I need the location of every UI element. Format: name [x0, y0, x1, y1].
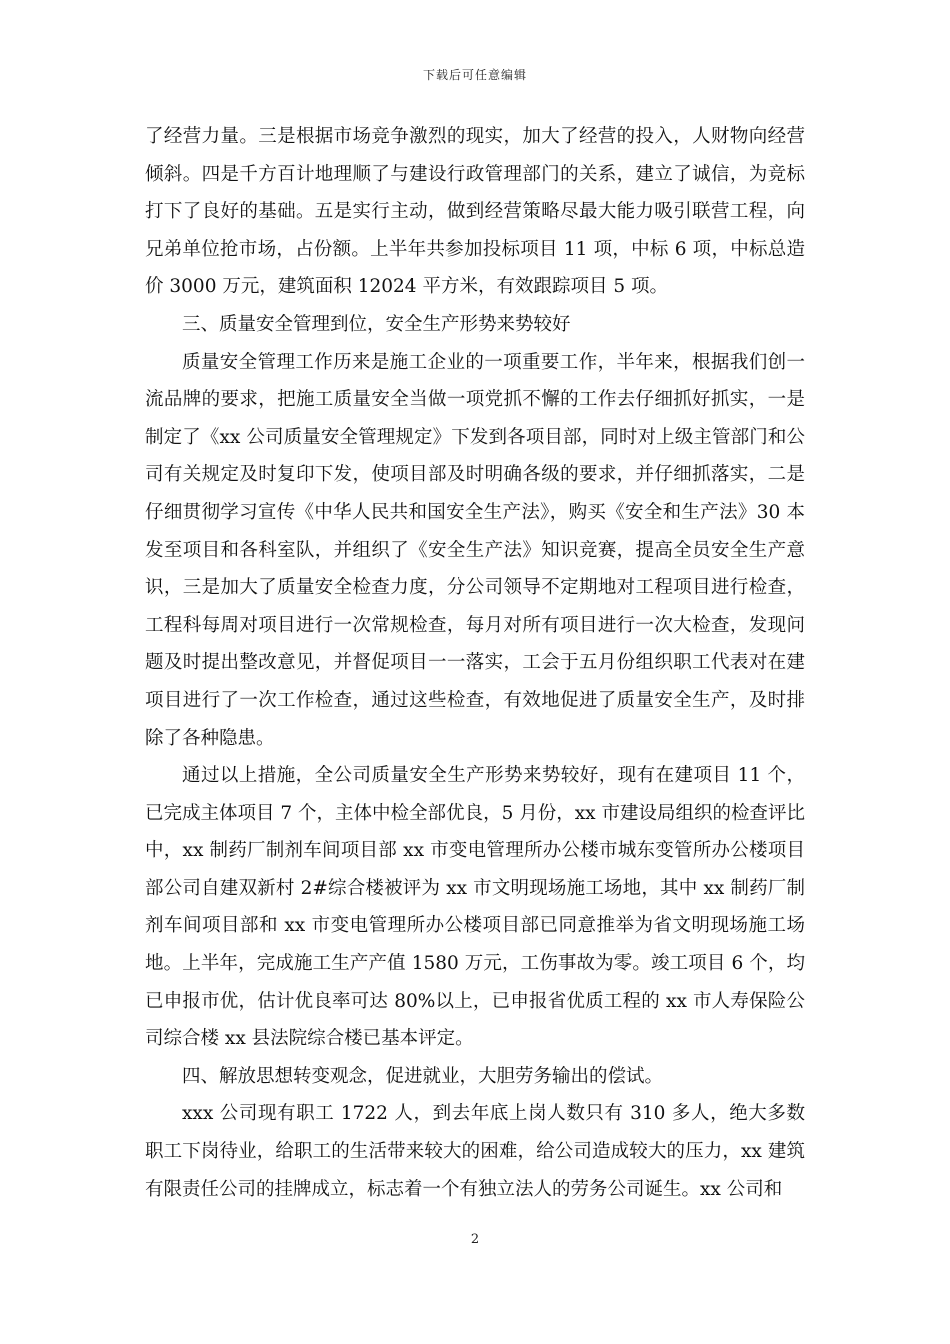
paragraph-business-continuation: 了经营力量。三是根据市场竞争激烈的现实，加大了经营的投入，人财物向经营倾斜。四是千方百计地理顺了与建设行政管理部门的关系，建立了诚信，为竞标打下了良好的基础。五是实行主动，做到经营策略尽最大能力吸引联营工程，向兄弟单位抢市场，占份额。上半年共参加投标项目 11 项，中标 6 项，中标总造价 3000 万元，建筑面积 12024 平方米，有效跟踪项目 5 项。	[145, 126, 805, 298]
paragraph-employment: xxx 公司现有职工 1722 人，到去年底上岗人数只有 310 多人，绝大多数职工下岗待业，给职工的生活带来较大的困难，给公司造成较大的压力，xx 建筑有限责任公司的挂牌成立，标志着一个有独立法人的劳务公司诞生。xx 公司和	[145, 1103, 805, 1200]
section-heading-employment: 四、解放思想转变观念，促进就业，大胆劳务输出的偿试。	[182, 1065, 664, 1087]
paragraph-quality-safety-management: 质量安全管理工作历来是施工企业的一项重要工作，半年来，根据我们创一流品牌的要求，把施工质量安全当做一项党抓不懈的工作去仔细抓好抓实，一是制定了《xx 公司质量安全管理规定》下发到各项目部，同时对上级主管部门和公司有关规定及时复印下发，使项目部及时明确各级的要求，并仔细抓落实，二是仔细贯彻学习宣传《中华人民共和国安全生产法》，购买《安全和生产法》30 本发至项目和各科室队，并组织了《安全生产法》知识竞赛，提高全员安全生产意识，三是加大了质量安全检查力度，分公司领导不定期地对工程项目进行检查，工程科每周对项目进行一次常规检查，每月对所有项目进行一次大检查，发现问题及时提出整改意见，并督促项目一一落实，工会于五月份组织职工代表对在建项目进行了一次工作检查，通过这些检查，有效地促进了质量安全生产，及时排除了各种隐患。	[145, 351, 805, 749]
section-heading-quality-safety: 三、质量安全管理到位，安全生产形势来势较好	[182, 313, 571, 335]
document-body	[145, 118, 805, 1208]
paragraph-measures-results: 通过以上措施，全公司质量安全生产形势来势较好，现有在建项目 11 个，已完成主体项目 7 个，主体中检全部优良，5 月份，xx 市建设局组织的检查评比中，xx 制药厂制剂车间项目部 xx 市变电管理所办公楼市城东变管所办公楼项目部公司自建双新村 2#综合楼被评为 xx 市文明现场施工场地，其中 xx 制药厂制剂车间项目部和 xx 市变电管理所办公楼项目部已同意推举为省文明现场施工场地。上半年，完成施工生产产值 1580 万元，工伤事故为零。竣工项目 6 个，均已申报市优，估计优良率可达 80%以上，已申报省优质工程的 xx 市人寿保险公司综合楼 xx 县法院综合楼已基本评定。	[145, 765, 805, 1050]
page-number: 2	[470, 1232, 480, 1247]
page-header: 下载后可任意编辑	[422, 68, 527, 82]
